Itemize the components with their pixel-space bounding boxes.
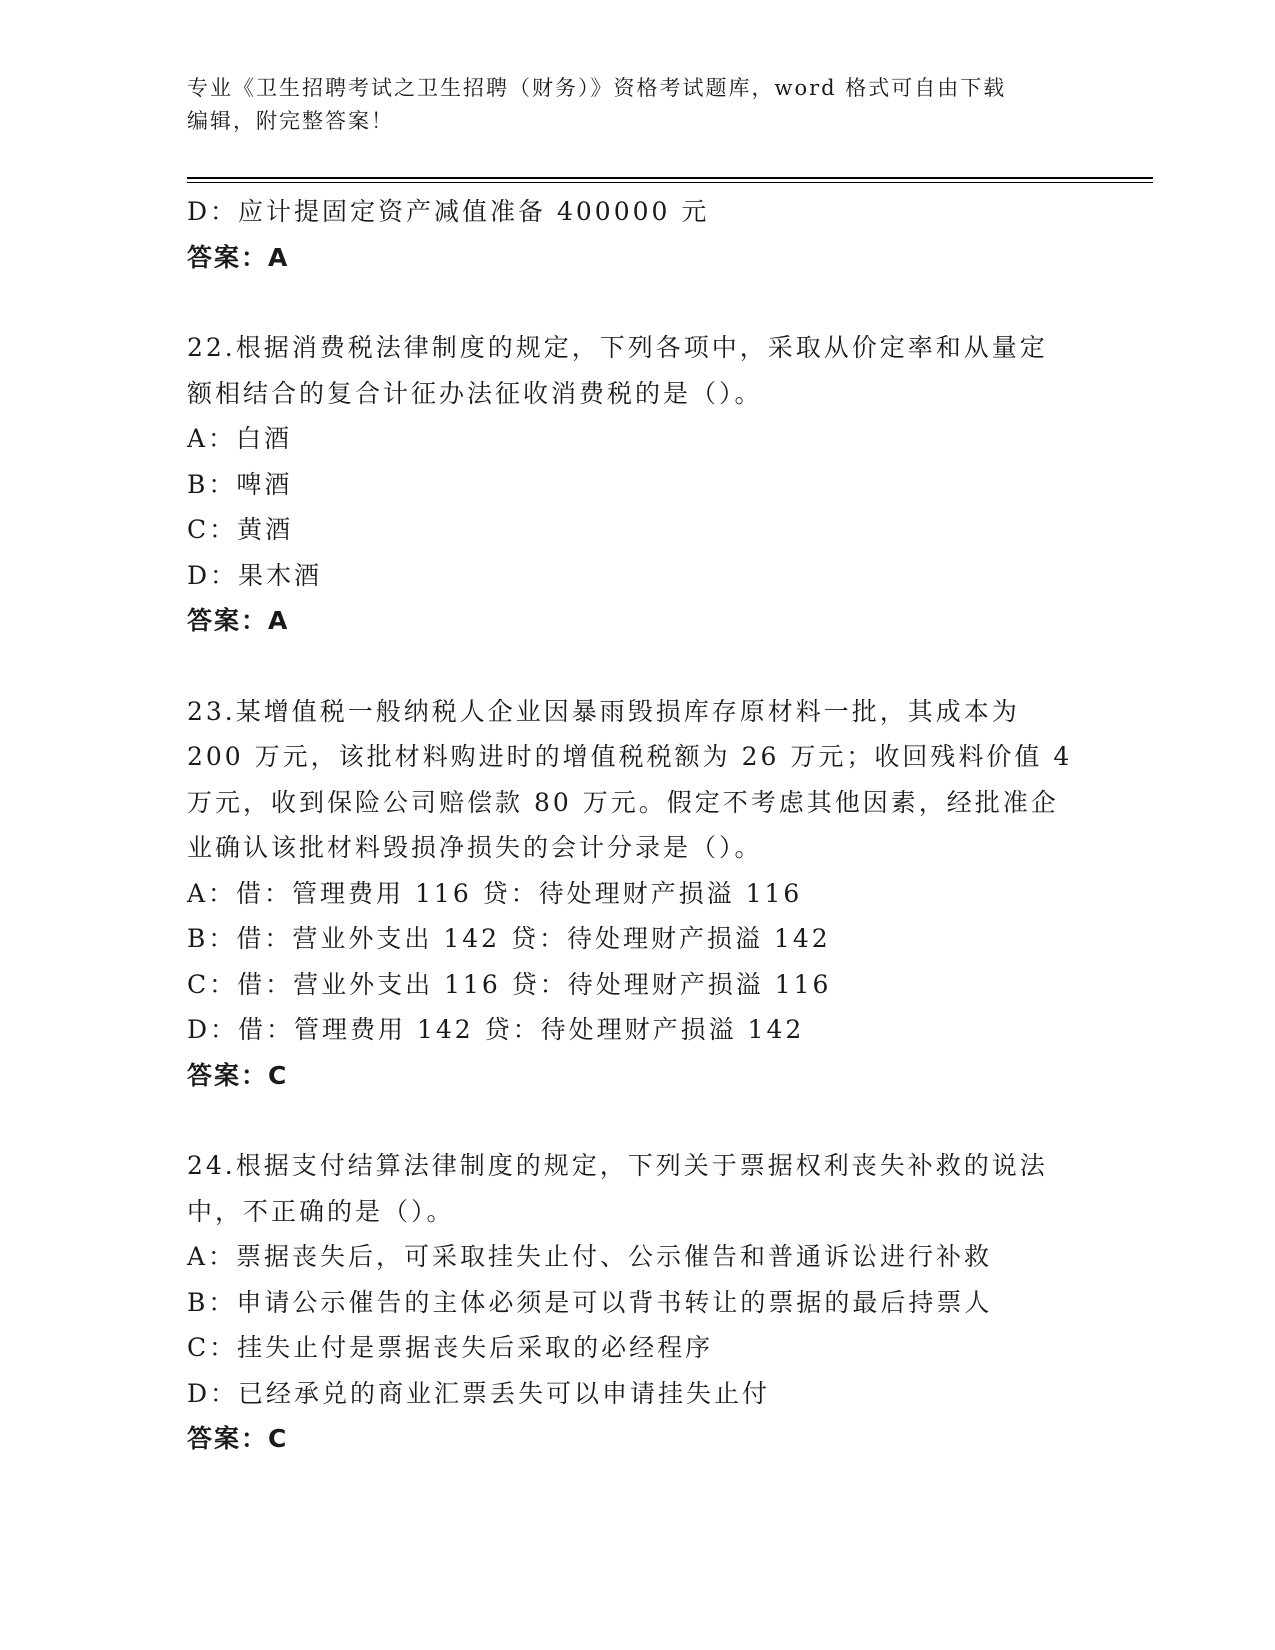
option-b: B：啤酒: [187, 469, 293, 499]
option-d: D：借：管理费用 142 贷：待处理财产损溢 142: [187, 1015, 805, 1044]
document-header: [187, 72, 1067, 138]
question-21-tail: [187, 189, 1087, 280]
question-stem: 23.某增值税一般纳税人企业因暴雨毁损库存原材料一批，其成本为: [187, 696, 1020, 726]
option-d: D：果木酒: [187, 560, 323, 590]
answer-line: 答案：C: [187, 1060, 289, 1090]
option-b: B：借：营业外支出 142 贷：待处理财产损溢 142: [187, 924, 831, 953]
option-d: D：已经承兑的商业汇票丢失可以申请挂失止付: [187, 1378, 771, 1408]
question-gap: [187, 1098, 1087, 1143]
answer-line: 答案：C: [187, 1424, 289, 1453]
option-c: C：黄酒: [187, 515, 294, 544]
question-stem: 万元，收到保险公司赔偿款 80 万元。假定不考虑其他因素，经批准企: [187, 787, 1059, 817]
question-stem: 200 万元，该批材料购进时的增值税税额为 26 万元；收回残料价值 4: [187, 742, 1073, 771]
question-stem: 中，不正确的是（）。: [187, 1196, 455, 1226]
header-line-1: 专业《卫生招聘考试之卫生招聘（财务）》资格考试题库，word 格式可自由下载: [187, 76, 1007, 100]
option-a: A：票据丧失后，可采取挂失止付、公示催告和普通诉讼进行补救: [187, 1242, 993, 1271]
question-22: [187, 325, 1087, 644]
answer-line: 答案：A: [187, 606, 290, 635]
header-divider-thick: [187, 177, 1153, 179]
question-gap: [187, 644, 1087, 689]
option-a: A：借：管理费用 116 贷：待处理财产损溢 116: [187, 878, 803, 908]
question-stem: 24.根据支付结算法律制度的规定，下列关于票据权利丧失补救的说法: [187, 1151, 1048, 1180]
question-gap: [187, 280, 1087, 325]
header-line-2: 编辑，附完整答案！: [187, 109, 394, 133]
question-24: [187, 1143, 1087, 1462]
question-list: [187, 189, 1087, 1462]
question-stem: 业确认该批材料毁损净损失的会计分录是（）。: [187, 833, 763, 862]
option-a: A：白酒: [187, 424, 293, 453]
option-c: C：借：营业外支出 116 贷：待处理财产损溢 116: [187, 969, 832, 999]
answer-line: 答案：A: [187, 242, 290, 272]
option-c: C：挂失止付是票据丧失后采取的必经程序: [187, 1333, 714, 1362]
header-divider-thin: [187, 182, 1153, 183]
option-b: B：申请公示催告的主体必须是可以背书转让的票据的最后持票人: [187, 1287, 993, 1317]
question-stem: 额相结合的复合计征办法征收消费税的是（）。: [187, 378, 763, 408]
option-d: D：应计提固定资产减值准备 400000 元: [187, 197, 710, 226]
question-23: [187, 689, 1087, 1099]
question-stem: 22.根据消费税法律制度的规定，下列各项中，采取从价定率和从量定: [187, 333, 1048, 362]
